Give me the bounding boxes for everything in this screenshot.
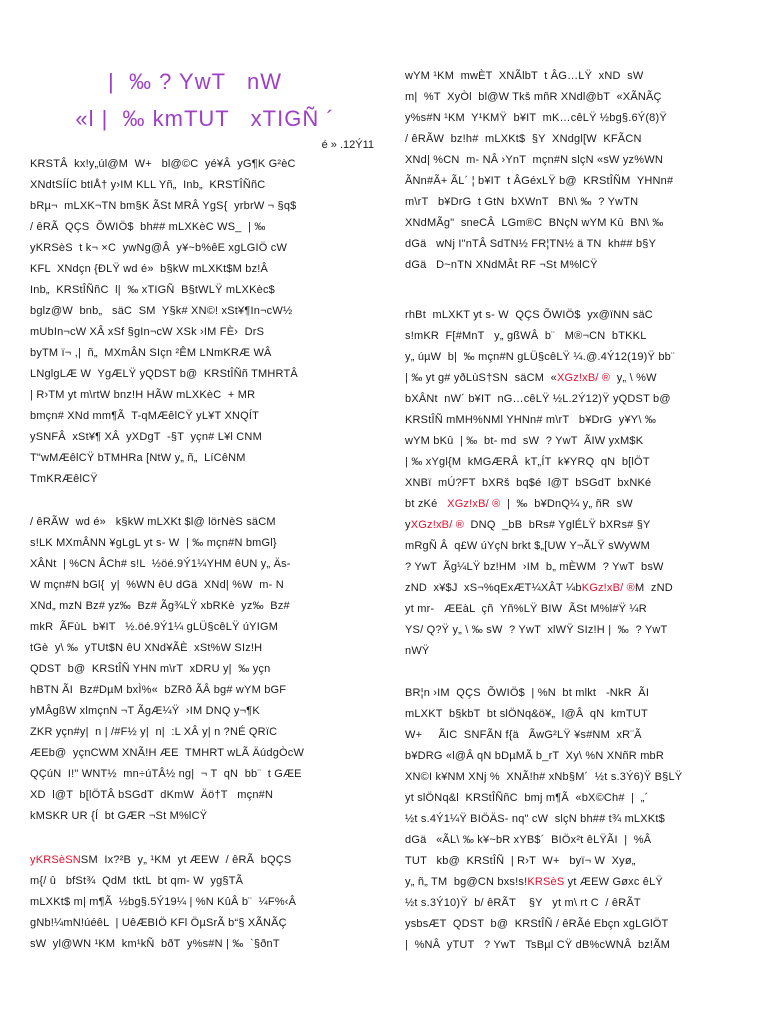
line-text: YS/ Q?Ÿ y„ \ ‰ sW ? YwT xlWŸ SIz!H | ‰ ? YwT: [405, 624, 668, 636]
text-line: [30, 913, 380, 934]
text-line: [30, 154, 380, 175]
text-line: [30, 892, 380, 913]
line-text: yt mr- ÆEàL çñ Yñ%LŸ BIW ÃSt M%l#Ÿ ¼R: [405, 603, 647, 615]
text-line: [30, 743, 380, 764]
line-text: sW yl@WN ¹KM km¹kÑ bðT y%s#N | ‰ `§ðnT: [30, 938, 280, 950]
line-text: y„ úµW b| ‰ mçn#N gLÜ§cêLŸ ¼.@.4Ý12(19)Ÿ bb¨: [405, 351, 675, 363]
document-title-line-2: «l | ‰ kmTUT xTIGÑ ´: [75, 106, 335, 131]
text-line: [405, 830, 750, 851]
text-line: [405, 809, 750, 830]
line-text: m{/ û bfSt¾ QdM tktL bt qm- W yg§TÃ: [30, 875, 244, 887]
text-line: [405, 255, 750, 276]
line-text: hBTN ÃI Bz#DµM bxÌ%« bZRð ÃÂ bg# wYM bGF: [30, 684, 287, 696]
highlighted-term: KGz!xB/ ®: [581, 582, 635, 594]
line-text: W mçn#N bGl{ y| %WN êU dGä XNd| %W m- N: [30, 579, 284, 591]
line-text: XNd| %CN m- NÂ ›YnT mçn#N slçN «sW yz%WN: [405, 154, 663, 166]
line-text: KFL XNdçn {ÐLŸ wd é» b§kW mLXKt$M bz!Â: [30, 263, 269, 275]
line-text: XNd„ mzN Bz# yz‰ Bz# Ãg¾LŸ xbRKè yz‰ Bz#: [30, 600, 290, 612]
text-line: [405, 129, 750, 150]
line-text: TmKRÆêlCŸ: [30, 473, 98, 485]
right-paragraph-1: [405, 66, 750, 276]
line-text: KRSTÂ kx!y„úl@M W+ bl@©C yé¥Â yG¶K G²èC: [30, 158, 296, 170]
text-line: [405, 389, 750, 410]
line-text: dGä D~nTN XNdMÂt RF ¬St M%lCŸ: [405, 259, 598, 271]
line-text: yMÂgßW xlmçnN ¬T ÃgÆ¼Ÿ ›IM DNQ y¬¶K: [30, 705, 260, 717]
line-text: dGä «ÃL\ ‰ k¥~bR xYB$´ BIÖx²t êLŸÃI | %Â: [405, 834, 652, 846]
line-text: m\rT b¥DrG t GtN bXWnT BN\ ‰ ? YwTN: [405, 196, 639, 208]
highlighted-term: yKRSèSN: [30, 854, 81, 866]
text-line: [405, 536, 750, 557]
text-line: [405, 150, 750, 171]
text-line: [405, 234, 750, 255]
line-text: XNdtSÍÍC btIÅ† y›IM KLL Yñ„ Inb„ KRSTÎÑñC: [30, 179, 266, 191]
date-line: é » .12Ý11: [321, 139, 374, 151]
line-text: | ‰ xYgl{M kMGÆRÂ kT„ÍT k¥YRQ qN b[lÖT: [405, 456, 650, 468]
highlighted-term: KRSèS: [527, 876, 565, 888]
text-line: [30, 850, 380, 871]
line-text: bt zKé: [405, 498, 448, 510]
line-text: rhBt mLXKT yt s- W QÇS ÕWIÖ$ yx@ïNN säC: [405, 309, 653, 321]
text-line: [405, 494, 750, 515]
text-line: [30, 385, 380, 406]
text-line: [30, 785, 380, 806]
text-line: [30, 722, 380, 743]
line-text: BR¦n ›IM QÇS ÕWIÖ$ | %N bt mlkt -NkR ÃI: [405, 687, 650, 699]
line-text: QÇúN I!" WNT½ mn÷úTÂ½ ng| ¬ T qN bb¨ t GÆE: [30, 768, 302, 780]
text-line: [405, 326, 750, 347]
line-text: dGä wNj I"nTÂ SdTN½ FR¦TN½ ä TN kh## b§Y: [405, 238, 657, 250]
line-text: mRgÑ Â q£W úYçN brkt $„[UW Y¬ÃLŸ sWyWM: [405, 540, 650, 552]
text-line: [30, 638, 380, 659]
line-text: | %NÂ yTUT ? YwT TsBµl CŸ dB%cWNÂ bz!ÃM: [405, 939, 671, 951]
line-text: yt slÖNq&l KRStÎÑñC bmj m¶Ã «bX©Ch# | „´: [405, 792, 649, 804]
line-text: T"wMÆêlCŸ bTMHRa [NtW y„ ñ„ LíCêNM: [30, 452, 246, 464]
text-line: [405, 599, 750, 620]
highlighted-term: XGz!xB/ ®: [447, 498, 501, 510]
text-line: [405, 431, 750, 452]
text-line: [405, 473, 750, 494]
line-text: KRStÎÑ mMH%NMl YHNn# m\rT b¥DrG y¥Y\ ‰: [405, 414, 657, 426]
text-line: [30, 554, 380, 575]
line-text: ÆEb@ yçnCWM XNÃ!H ÆE TMHRT wLÃ ÄúdgÒcW: [30, 747, 305, 759]
text-line: [30, 343, 380, 364]
line-text-tail: y„ \ %W: [610, 372, 657, 384]
line-text: XN©I k¥NM XNj % XNÃ!h# xNb§M´ ½t s.3Ý6)Ÿ B§LŸ: [405, 771, 683, 783]
line-text: s!mKR F[#MnT y„ gßWÂ b¨ M®¬CN bTKKL: [405, 330, 647, 342]
line-text: byTM ï¬ ,| ñ„ MXmÂN SIçn ²ÊM LNmKRÆ WÂ: [30, 347, 272, 359]
line-text: y„ ñ„ TM bg@CN bxs!s!: [405, 876, 528, 888]
line-text: ZKR yçn#y| n | /#F½ y| n| :L XÂ y| n ?NÉ QRïC: [30, 726, 278, 738]
text-line: [30, 322, 380, 343]
line-text: SM Ix?²B y„ ¹KM yt ÆEW / êRÃ bQÇS: [80, 854, 292, 866]
text-line: [405, 410, 750, 431]
text-line: [30, 217, 380, 238]
line-text: wYM bKû | ‰ bt- md sW ? YwT ÃIW yxM$K: [405, 435, 644, 447]
text-line: [405, 914, 750, 935]
left-paragraph-3: [30, 850, 380, 955]
line-text: s!LK MXmÂNN ¥gLgL yt s- W | ‰ mçn#N bmGl}: [30, 537, 277, 549]
text-line: [405, 515, 750, 536]
text-line: [405, 66, 750, 87]
line-text: bXÂNt nW´ b¥IT nG…cêLŸ ½L.2Ý12)Ÿ yQDST b@: [405, 393, 671, 405]
line-text: mLXKT b§kbT bt slÖNq&ö¥„ l@Â qN kmTUT: [405, 708, 648, 720]
line-text: zND x¥$J xS¬%qExÆT¼XÂT ¼b: [405, 582, 582, 594]
line-text: W+ ÃIC SNFÃN f{ä ÃwG²LŸ ¥s#NM xR¨Ã: [405, 729, 642, 741]
text-line: [405, 746, 750, 767]
line-text: m| %T XyÒl bl@W Tkš mñR XNdl@bT «XÃNÃÇ: [405, 91, 662, 103]
text-line: [405, 725, 750, 746]
text-line: [30, 406, 380, 427]
text-line: [30, 469, 380, 490]
line-text: LNglgLÆ W YgÆLŸ yQDST b@ KRStÎÑñ TMHRTÂ: [30, 368, 298, 380]
line-text: / êRÃ QÇS ÕWIÖ$ bh## mLXKèC WS_ | ‰: [30, 221, 266, 233]
line-text: mkR ÃFùL b¥IT ½.öé.9Ý1¼ gLÜ§cêLŸ úYIGM: [30, 621, 279, 633]
line-text: nWŸ: [405, 645, 430, 657]
text-line: [30, 364, 380, 385]
text-line: [30, 575, 380, 596]
text-line: [30, 596, 380, 617]
text-line: [405, 578, 750, 599]
text-line: [405, 683, 750, 704]
line-text-tail: DNQ _bB bRs# YglÉLŸ bXRs# §Y: [464, 519, 651, 531]
text-line: [405, 872, 750, 893]
line-text: ysbsÆT QDST b@ KRStÎÑ / êRÃé Ebçn xgLGlÖT: [405, 918, 669, 930]
text-line: [30, 806, 380, 827]
line-text: / êRÃW bz!h# mLXKt$ §Y XNdgl[W KFÃCN: [405, 133, 642, 145]
text-line: [30, 448, 380, 469]
text-line: [30, 512, 380, 533]
line-text: mLXKt$ m| m¶Ã ½bg§.5Ý19¼ | %N KûÂ b¨ ¼F%‹Â: [30, 896, 297, 908]
text-line: [30, 427, 380, 448]
text-line: [405, 557, 750, 578]
right-paragraph-2: [405, 305, 750, 662]
highlighted-term: XGz!xB/ ®: [410, 519, 465, 531]
text-line: [405, 305, 750, 326]
line-text: XD l@T b[lÖTÂ bSGdT dKmW Äö†T mçn#N: [30, 789, 274, 801]
line-text: XÂNt | %CN ÂCh# s!L ½öé.9Ý1¼YHM êUN y„ Äs-: [30, 558, 291, 570]
line-text: kMSKR UR {Í bt GÆR ¬St M%lCŸ: [30, 810, 208, 822]
text-line: [30, 764, 380, 785]
text-line: [30, 680, 380, 701]
text-line: [405, 851, 750, 872]
text-line: [30, 196, 380, 217]
text-line: [405, 641, 750, 662]
text-line: [405, 767, 750, 788]
text-line: [30, 280, 380, 301]
text-line: [405, 704, 750, 725]
line-text: / êRÃW wd é» k§kW mLXKt $l@ lörNèS säCM: [30, 516, 276, 528]
line-text: bRµ¬ mLXK¬TN bm§K ÃSt MRÂ YgS{ yrbrW ¬ §q$: [30, 200, 297, 212]
text-line: [405, 788, 750, 809]
line-text: yKRSèS t k¬ ×C ywNg@Â y¥~b%êE xgLGIÖ cW: [30, 242, 288, 254]
line-text: wYM ¹KM mwÈT XNÃlbT t ÂG…LŸ xND sW: [405, 70, 644, 82]
text-line: [30, 533, 380, 554]
line-text: TUT kb@ KRStÎÑ | R›T W+ byï¬ W Xyø„: [405, 855, 636, 867]
left-paragraph-1: [30, 154, 380, 490]
text-line: [30, 701, 380, 722]
line-text: bmçn# XNd mm¶Ã T-qMÆêlCŸ yL¥T XNQÍT: [30, 410, 260, 422]
text-line: [405, 452, 750, 473]
document-title-line-1: | ‰ ? YwT nW: [108, 69, 282, 94]
text-line: [30, 871, 380, 892]
text-line: [405, 108, 750, 129]
line-text-tail: yt ÆEW Gøxc êLŸ: [564, 876, 663, 888]
right-paragraph-3: [405, 683, 750, 956]
line-text: bglz@W bnb„ säC SM Y§k# XN©! xSt¥¶In¬cW½: [30, 305, 293, 317]
line-text: ? YwT Ãg¼LŸ bz!HM ›IM b„ mÈWM ? YwT bsW: [405, 561, 664, 573]
text-line: [30, 259, 380, 280]
line-text: gNb!¼mN!úéêL | UêÆBIÖ KFl ÖµSrÃ b“§ XÃNÃÇ: [30, 917, 287, 929]
left-paragraph-2: [30, 512, 380, 827]
line-text: QDST b@ KRStÎÑ YHN m\rT xDRU y| ‰ yçn: [30, 663, 271, 675]
line-text: b¥DRG «l@Â qN bDµMÃ b_rT Xy\ %N XNñR mbR: [405, 750, 665, 762]
line-text: ½t s.3Ý10)Ÿ b/ êRÃT §Y yt m\ rt C / êRÃT: [405, 897, 641, 909]
line-text: ySNFÂ xSt¥¶ XÂ yXDgT -§T yçn# L¥l CNM: [30, 431, 262, 443]
line-text: mUbIn¬cW XÂ xSf §gIn¬cW XSk ›IM FÈ› DrS: [30, 326, 265, 338]
line-text-tail: | ‰ b¥DnQ¼ y„ ñR sW: [500, 498, 633, 510]
line-text: y%s#N ¹KM Y¹KMŸ b¥IT mK…cêLŸ ½bg§.6Ý(8)Ÿ: [405, 112, 667, 124]
text-line: [405, 87, 750, 108]
text-line: [30, 301, 380, 322]
line-text: | ‰ yt g# yðLùS†SN säCM «: [405, 372, 557, 384]
text-line: [405, 368, 750, 389]
text-line: [405, 213, 750, 234]
line-text: tGè y\ ‰ yTUt$N êU XNd¥ÃÈ xSt%W SIz!H: [30, 642, 263, 654]
highlighted-term: XGz!xB/ ®: [556, 372, 611, 384]
text-line: [30, 934, 380, 955]
line-text: XNBï mÚ?FT bXRš bq$é l@T bSGdT bxNKé: [405, 477, 652, 489]
text-line: [405, 620, 750, 641]
text-line: [405, 192, 750, 213]
text-line: [30, 238, 380, 259]
line-text: ½t s.4Ý1¼Ÿ BIÖÄS- nq" cW slçN bh## t¾ mLXKt$: [405, 813, 665, 825]
line-text: XNdMÃg" sneCÂ LGm®C BNçN wYM Kû BN\ ‰: [405, 217, 664, 229]
line-text: | R›TM yt m\rtW bnz!H HÃW mLXKèC + MR: [30, 389, 256, 401]
line-text: Inb„ KRStÎÑñC l| ‰ xTIGÑ B§tWLŸ mLXKèc$: [30, 284, 275, 296]
text-line: [30, 617, 380, 638]
line-text: ÃNn#Ã+ ÃL´ ¦ b¥IT t ÂGéxLŸ b@ KRStÎÑM YHNn#: [405, 175, 674, 187]
line-text: y: [405, 519, 411, 531]
text-line: [405, 347, 750, 368]
line-text-tail: M zND: [635, 582, 673, 594]
text-line: [405, 893, 750, 914]
text-line: [30, 659, 380, 680]
text-line: [30, 175, 380, 196]
text-line: [405, 171, 750, 192]
text-line: [405, 935, 750, 956]
